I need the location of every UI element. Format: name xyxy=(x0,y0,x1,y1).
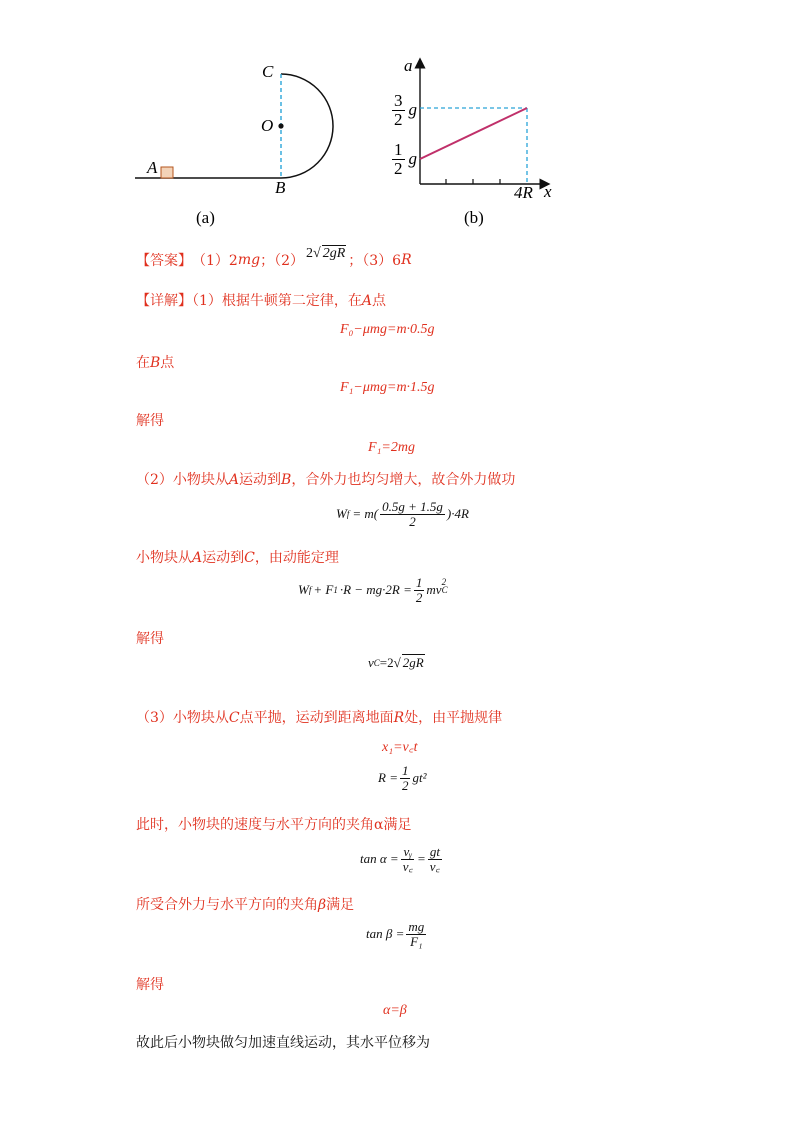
eq2: F₁−μmg=m·1.5g xyxy=(340,380,435,395)
eq1: F₀−μmg=m·0.5g xyxy=(340,322,435,337)
answer-p3-var: R xyxy=(401,252,412,268)
detail-intro-var: A xyxy=(361,293,373,309)
eq8: R = $\frac{1}{2}$ gt² xyxy=(378,763,427,793)
y-label-bottom xyxy=(390,141,417,178)
y-bottom-den: 2 xyxy=(394,158,403,178)
solve1: 解得 xyxy=(136,413,164,429)
eq10: tan β = $\frac{mg}{\text{F₁}}$ xyxy=(366,919,425,949)
final-line: 故此后小物块做匀加速直线运动，其水平位移为 xyxy=(136,1035,430,1051)
eq7: x₁=v꜀t xyxy=(382,740,418,755)
part3-line: （3）小物块从C点平抛，运动到距离地面R处，由平抛规律 xyxy=(136,710,503,726)
y-top-g: g xyxy=(408,100,417,120)
alpha-line: 此时，小物块的速度与水平方向的夹角α满足 xyxy=(136,817,412,833)
label-o: O xyxy=(261,116,274,135)
eq6: v C =2 √ 2gR xyxy=(368,654,424,670)
y-bottom-g: g xyxy=(408,149,417,169)
answer-line xyxy=(136,245,412,270)
center-o-dot xyxy=(278,123,283,128)
semicircle-track xyxy=(281,74,333,178)
eq11: α=β xyxy=(383,1003,407,1018)
eq3: F₁=2mg xyxy=(368,440,415,455)
detail-intro xyxy=(136,290,386,310)
block-a xyxy=(161,167,173,178)
label-c: C xyxy=(262,62,274,81)
detail-label: 【详解】 xyxy=(136,293,192,309)
detail-intro-end: 点 xyxy=(372,293,387,309)
eq9: tan α = $\frac{\text{vᵧ}}{v꜀}$ = $\frac{gt}{v꜀}$ xyxy=(360,844,441,874)
y-label-top xyxy=(390,92,417,129)
axis-x-label: x xyxy=(544,182,552,201)
answer-p2-formula: 2√ 2gR xyxy=(306,245,346,261)
caption-a: (a) xyxy=(196,208,215,227)
figure-b xyxy=(385,55,565,215)
caption-b: (b) xyxy=(464,208,484,227)
eq4: W f = m( $\frac{0.5g + 1.5g}{2}$ )·4R xyxy=(336,499,469,529)
solve3: 解得 xyxy=(136,977,164,993)
y-top-num: 3 xyxy=(394,91,403,110)
acceleration-line xyxy=(420,108,527,159)
axis-a-label: a xyxy=(404,56,413,75)
answer-p1-end: ；（2） xyxy=(260,253,304,269)
line-ac: 小物块从A运动到C，由动能定理 xyxy=(136,550,339,566)
eq5: W f + F 1 ·R − mg·2R = $\frac{1}{2}$ mv C $^2$ xyxy=(298,575,448,605)
solve2: 解得 xyxy=(136,631,164,647)
label-b: B xyxy=(275,178,286,197)
answer-label: 【答案】 xyxy=(136,253,192,269)
at-b-line: 在B点 xyxy=(136,355,175,371)
answer-p2-end: ；（3）6 xyxy=(348,253,402,269)
answer-p1: （1）2 xyxy=(192,253,238,269)
figure-a xyxy=(120,55,360,225)
detail-intro-text: （1）根据牛顿第二定律，在 xyxy=(192,293,362,309)
y-top-den: 2 xyxy=(394,109,403,129)
beta-line: 所受合外力与水平方向的夹角β满足 xyxy=(136,897,355,913)
part2-line: （2）小物块从A运动到B，合外力也均匀增大，故合外力做功 xyxy=(136,472,516,488)
answer-p1-var: mg xyxy=(237,252,261,268)
x-mark-4r: 4R xyxy=(514,183,533,202)
y-bottom-num: 1 xyxy=(394,140,403,159)
label-a: A xyxy=(147,158,158,177)
